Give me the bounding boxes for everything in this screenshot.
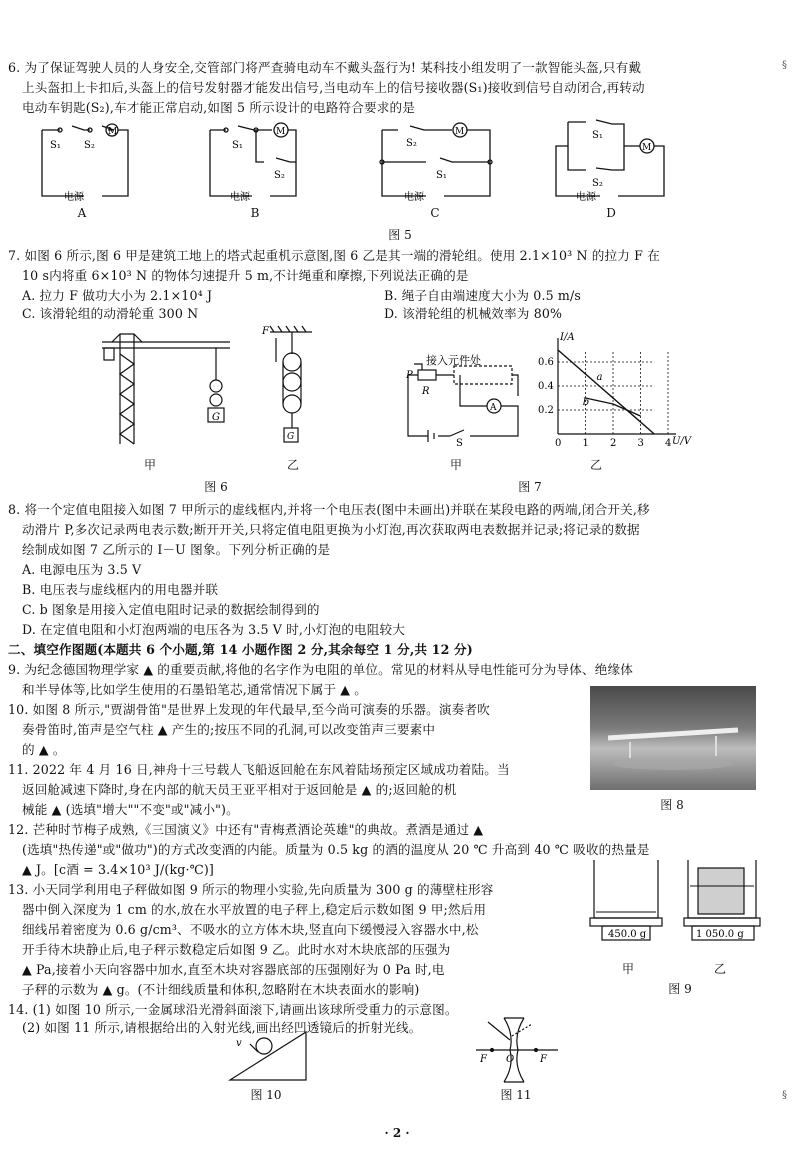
graph-line-b-label: b xyxy=(582,397,590,409)
fig5c-motor: M xyxy=(455,127,465,137)
graph-ytick-label: 0.4 xyxy=(538,381,554,392)
binding-mark-top: § xyxy=(782,60,787,71)
fig6-g-label-yi: G xyxy=(287,432,295,442)
figure-6-crane-and-pulleys xyxy=(90,324,330,454)
option-b-label: B xyxy=(250,206,260,220)
q8-line-2: 动滑片 P,多次记录两电表示数;断开开关,只将定值电阻更换为小灯泡,再次获取两电表数据并记录;将记录的数据 xyxy=(22,522,640,537)
q13-line-4: 开手待木块静止后,电子秤示数稳定后如图 9 乙。此时水对木块底部的压强为 xyxy=(22,942,451,957)
fig5a-s2: S₂ xyxy=(84,140,95,151)
q12-line-3: ▲ J。[c酒 = 3.4×10³ J/(kg·℃)] xyxy=(22,862,214,877)
figure-10-caption: 图 10 xyxy=(250,1088,282,1102)
fig9-reading-yi: 1 050.0 g xyxy=(696,929,744,940)
fig5c-power: 电源 xyxy=(404,192,424,203)
q7-option-b: B. 绳子自由端速度大小为 0.5 m/s xyxy=(384,288,582,303)
q8-line-3: 绘制成如图 7 乙所示的 I－U 图象。下列分析正确的是 xyxy=(22,542,331,557)
fig6-yi-label: 乙 xyxy=(286,458,299,472)
q7-option-c: C. 该滑轮组的动滑轮重 300 N xyxy=(22,306,199,321)
q9-line-2: 和半导体等,比如学生使用的石墨铅笔芯,通常情况下属于 ▲ 。 xyxy=(22,682,368,697)
fig6-g-label-jia: G xyxy=(212,412,220,423)
figure-7-caption: 图 7 xyxy=(518,480,542,494)
q7-option-a: A. 拉力 F 做功大小为 2.1×10⁴ J xyxy=(22,288,213,303)
q11-line-2: 返回舱减速下降时,身在内部的航天员王亚平相对于返回舱是 ▲ 的;返回舱的机 xyxy=(22,782,457,797)
q14-line-1: 14. (1) 如图 10 所示,一金属球沿光滑斜面滚下,请画出该球所受重力的示意图。 xyxy=(8,1002,458,1017)
graph-xtick-label: 4 xyxy=(665,438,672,449)
figure-9-scales xyxy=(588,856,768,946)
binding-mark-bottom: § xyxy=(782,1090,787,1101)
fig10-velocity-label: v xyxy=(236,1038,242,1049)
q6-line-1: 6. 为了保证驾驶人员的人身安全,交管部门将严查骑电动车不戴头盔行为! 某科技小组发明了一款智能头盔,只有戴 xyxy=(8,60,642,75)
figure-5-caption: 图 5 xyxy=(388,228,412,242)
graph-ylabel: I/A xyxy=(560,332,575,343)
fig5b-motor: M xyxy=(276,127,286,137)
option-a-label: A xyxy=(77,206,87,220)
fig5b-s2: S₂ xyxy=(274,170,285,181)
q13-line-1: 13. 小天同学利用电子秤做如图 9 所示的物理小实验,先向质量为 300 g 的薄壁柱形容 xyxy=(8,882,494,897)
q9-line-1: 9. 为纪念德国物理学家 ▲ 的重要贡献,将他的名字作为电阻的单位。常见的材料从导电性能可分为导体、绝缘体 xyxy=(8,662,633,677)
q13-line-3: 细线吊着密度为 0.6 g/cm³、不吸水的立方体木块,竖直向下缓慢浸入容器水中,松 xyxy=(22,922,479,937)
fig7-switch: S xyxy=(456,438,463,449)
fig5b-s1: S₁ xyxy=(232,140,243,151)
fig5b-power: 电源 xyxy=(230,192,250,203)
fig7-label-r: R xyxy=(422,386,430,397)
fig7-ammeter: A xyxy=(490,403,497,413)
graph-xtick-label: 3 xyxy=(637,438,644,449)
q13-line-2: 器中倒入深度为 1 cm 的水,放在水平放置的电子秤上,稳定后示数如图 9 甲;然后用 xyxy=(22,902,487,917)
figure-6-caption: 图 6 xyxy=(204,480,228,494)
option-d-label: D xyxy=(606,206,616,220)
page-number: · 2 · xyxy=(384,1126,410,1140)
q8-option-a: A. 电源电压为 3.5 V xyxy=(22,562,142,577)
fig6-force-label: F xyxy=(262,326,269,337)
q12-line-2: (选填"热传递"或"做功")的方式改变酒的内能。质量为 0.5 kg 的酒的温度从 20 ℃ 升高到 40 ℃ 吸收的热量是 xyxy=(22,842,650,857)
graph-series-a xyxy=(558,350,654,434)
figure-7-iu-graph xyxy=(536,330,696,452)
graph-xlabel: U/V xyxy=(672,436,692,447)
q10-line-3: 的 ▲ 。 xyxy=(22,742,66,757)
fig11-f-right: F xyxy=(540,1054,547,1065)
fig7-jia-label: 甲 xyxy=(449,458,462,472)
fig5a-power: 电源 xyxy=(64,192,84,203)
q12-line-1: 12. 芒种时节梅子成熟,《三国演义》中还有"青梅煮酒论英雄"的典故。煮酒是通过 ▲ xyxy=(8,822,484,837)
q6-line-2: 上头盔扣上卡扣后,头盔上的信号发射器才能发出信号,当电动车上的信号接收器(S₁)接收到信号自动闭合,再转动 xyxy=(22,80,645,95)
q13-line-6: 子秤的示数为 ▲ g。(不计细线质量和体积,忽略附在木块表面水的影响) xyxy=(22,982,420,997)
fig5d-s2: S₂ xyxy=(592,178,603,189)
figure-7-circuit xyxy=(400,354,530,449)
q10-line-2: 奏骨笛时,笛声是空气柱 ▲ 产生的;按压不同的孔洞,可以改变笛声三要素中 xyxy=(22,722,436,737)
graph-xtick-label: 2 xyxy=(610,438,617,449)
graph-ytick-label: 0.6 xyxy=(538,357,554,368)
fig7-label-p: P xyxy=(406,370,413,381)
fig9-reading-jia: 450.0 g xyxy=(608,929,647,940)
fig5d-s1: S₁ xyxy=(592,130,603,141)
q14-line-2: (2) 如图 11 所示,请根据给出的入射光线,画出经凹透镜后的折射光线。 xyxy=(22,1020,422,1035)
q11-line-3: 械能 ▲ (选填"增大""不变"或"减小")。 xyxy=(22,802,239,817)
fig5c-s2: S₂ xyxy=(406,138,417,149)
fig9-jia-label: 甲 xyxy=(621,962,634,976)
q6-line-3: 电动车钥匙(S₂),车才能正常启动,如图 5 所示设计的电路符合要求的是 xyxy=(22,100,415,115)
graph-xtick-label: 1 xyxy=(582,438,589,449)
q7-line-2: 10 s内将重 6×10³ N 的物体匀速提升 5 m,不计绳重和摩擦,下列说法正确的是 xyxy=(22,268,469,283)
figure-5-circuits xyxy=(0,116,794,236)
fig9-yi-label: 乙 xyxy=(713,962,726,976)
q8-option-c: C. b 图象是用接入定值电阻时记录的数据绘制得到的 xyxy=(22,602,320,617)
fig5a-s1: S₁ xyxy=(50,140,61,151)
fig5a-motor: M xyxy=(108,127,118,137)
option-c-label: C xyxy=(430,206,440,220)
fig7-label-jieru: 接入元件处 xyxy=(426,354,481,367)
figure-10-incline xyxy=(226,1024,316,1084)
graph-xtick-label: 0 xyxy=(555,438,562,449)
q8-option-d: D. 在定值电阻和小灯泡两端的电压各为 3.5 V 时,小灯泡的电阻较大 xyxy=(22,622,406,637)
figure-8-caption: 图 8 xyxy=(660,798,684,812)
figure-11-caption: 图 11 xyxy=(500,1088,532,1102)
q13-line-5: ▲ Pa,接着小天向容器中加水,直至木块对容器底部的压强刚好为 0 Pa 时,电 xyxy=(22,962,445,977)
fig7-yi-label: 乙 xyxy=(589,458,602,472)
graph-line-a-label: a xyxy=(596,372,603,383)
q8-option-b: B. 电压表与虚线框内的用电器并联 xyxy=(22,582,219,597)
fig11-f-left: F xyxy=(480,1054,487,1065)
graph-ytick-label: 0.2 xyxy=(538,405,554,416)
figure-8-bone-flute-photo xyxy=(590,686,756,790)
q7-option-d: D. 该滑轮组的机械效率为 80% xyxy=(384,306,563,321)
fig6-jia-label: 甲 xyxy=(143,458,156,472)
fig5d-power: 电源 xyxy=(576,192,596,203)
q11-line-1: 11. 2022 年 4 月 16 日,神舟十三号载人飞船返回舱在东风着陆场预定区域成功着陆。当 xyxy=(8,762,510,777)
fig5d-motor: M xyxy=(642,143,652,153)
section-2-heading: 二、填空作图题(本题共 6 个小题,第 14 小题作图 2 分,其余每空 1 分,共 12 分) xyxy=(8,642,473,657)
figure-11-concave-lens xyxy=(472,1010,562,1070)
q10-line-1: 10. 如图 8 所示,"贾湖骨笛"是世界上发现的年代最早,至今尚可演奏的乐器。演奏者吹 xyxy=(8,702,490,717)
fig5c-s1: S₁ xyxy=(436,170,447,181)
fig11-o: O xyxy=(506,1054,515,1065)
q8-line-1: 8. 将一个定值电阻接入如图 7 甲所示的虚线框内,并将一个电压表(图中未画出)并联在某段电路的两端,闭合开关,移 xyxy=(8,502,650,517)
figure-9-caption: 图 9 xyxy=(668,982,692,996)
q7-line-1: 7. 如图 6 所示,图 6 甲是建筑工地上的塔式起重机示意图,图 6 乙是其一端的滑轮组。使用 2.1×10³ N 的拉力 F 在 xyxy=(8,248,660,263)
